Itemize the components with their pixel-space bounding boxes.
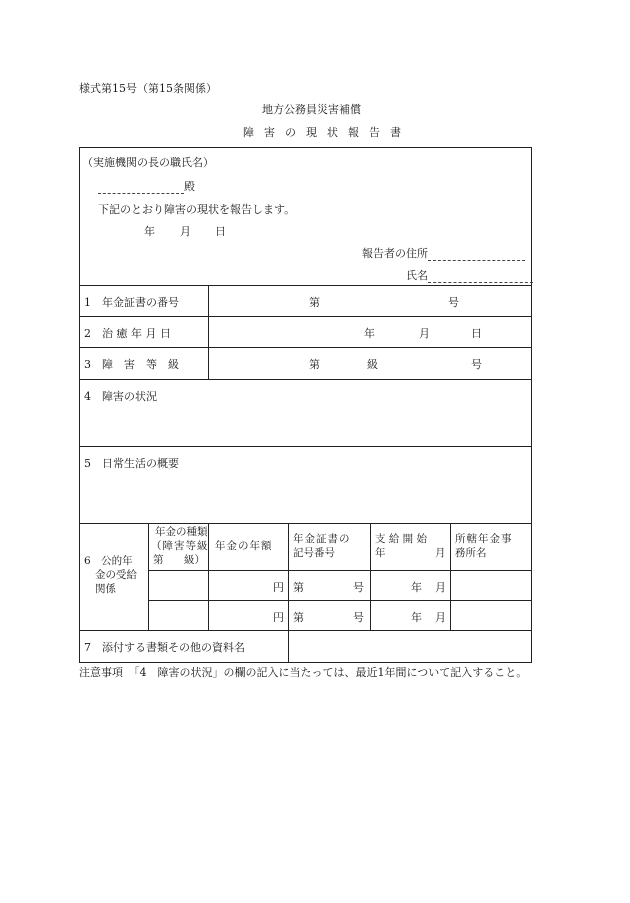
- report-form-table: [79, 147, 532, 663]
- recovery-date-label-cell: [80, 317, 209, 348]
- form-title: 障害の現状報告書: [243, 126, 411, 139]
- public-pension-label-2: 金の受給: [95, 569, 137, 581]
- header-cell: [80, 148, 532, 286]
- col-pension-amount: [209, 524, 289, 571]
- pension-number-prefix: 第: [309, 296, 320, 309]
- disability-condition-field[interactable]: [80, 380, 532, 447]
- reporter-address-label: 報告者の住所: [362, 247, 428, 260]
- col-pension-type: [149, 524, 209, 571]
- date-year-label: 年: [144, 225, 155, 238]
- certificate-number-field-2[interactable]: [289, 601, 371, 631]
- addressee-label: （実施機関の長の職氏名）: [82, 156, 214, 169]
- disability-grade-label: 3 障 害 等 級: [84, 358, 179, 371]
- col-start-line2a: 年: [375, 547, 386, 559]
- col-start-line1: 支 給 開 始: [375, 533, 428, 545]
- pension-amount-field-2[interactable]: [209, 601, 289, 631]
- form-number-label: 様式第15号（第15条関係）: [79, 82, 217, 95]
- col-cert-line1: 年金証書の: [293, 533, 351, 545]
- honorific: 殿: [184, 180, 195, 193]
- pension-type-field-2[interactable]: [149, 601, 209, 631]
- grade-suffix: 号: [471, 358, 482, 371]
- cert-dai: 第: [293, 611, 304, 624]
- col-office-line1: 所轄年金事: [455, 533, 513, 545]
- certificate-number-field-1[interactable]: [289, 571, 371, 601]
- col-amount-label: 年金の年額: [215, 540, 273, 552]
- recovery-year-label: 年: [364, 327, 375, 340]
- date-month-label: 月: [180, 225, 191, 238]
- pension-amount-field-1[interactable]: [209, 571, 289, 601]
- pension-number-label: 1 年金証書の番号: [84, 296, 179, 309]
- start-tsuki: 月: [435, 581, 446, 594]
- recovery-date-field[interactable]: [209, 317, 532, 348]
- col-cert-line2: 記号番号: [293, 547, 335, 559]
- disability-condition-label: 4 障害の状況: [84, 390, 157, 403]
- daily-life-label: 5 日常生活の概要: [84, 457, 179, 470]
- grade-prefix: 第: [309, 358, 320, 371]
- cert-gou: 号: [353, 581, 364, 594]
- reporter-name-field[interactable]: [428, 269, 533, 283]
- statement-text: 下記のとおり障害の現状を報告します。: [98, 203, 296, 216]
- public-pension-label-1: 6 公的年: [84, 555, 133, 567]
- addressee-field[interactable]: [98, 180, 184, 194]
- payment-start-field-1[interactable]: [371, 571, 451, 601]
- col-type-line2: （障害等級: [151, 540, 209, 552]
- daily-life-field[interactable]: [80, 447, 532, 524]
- col-pension-office: [451, 524, 532, 571]
- attachments-label: 7 添付する書類その他の資料名: [84, 641, 245, 654]
- grade-mid: 級: [367, 358, 378, 371]
- attachments-field[interactable]: [289, 631, 532, 663]
- col-start-line2b: 月: [435, 547, 446, 559]
- pension-type-field-1[interactable]: [149, 571, 209, 601]
- recovery-month-label: 月: [419, 327, 430, 340]
- col-type-line3b: 級）: [184, 554, 205, 566]
- recovery-day-label: 日: [471, 327, 482, 340]
- disability-grade-label-cell: [80, 348, 209, 380]
- pension-number-field[interactable]: [209, 286, 532, 317]
- yen-unit: 円: [273, 581, 284, 594]
- start-nen: 年: [411, 581, 422, 594]
- date-day-label: 日: [215, 225, 226, 238]
- start-tsuki: 月: [435, 611, 446, 624]
- col-office-line2: 務所名: [455, 547, 487, 559]
- pension-office-field-1[interactable]: [451, 571, 532, 601]
- form-subtitle: 地方公務員災害補償: [262, 103, 361, 116]
- pension-number-suffix: 号: [448, 296, 459, 309]
- disability-grade-field[interactable]: [209, 348, 532, 380]
- reporter-address-field[interactable]: [428, 247, 525, 261]
- public-pension-label-cell: [80, 524, 149, 631]
- start-nen: 年: [411, 611, 422, 624]
- cert-gou: 号: [353, 611, 364, 624]
- col-payment-start: [371, 524, 451, 571]
- col-certificate-number: [289, 524, 371, 571]
- cert-dai: 第: [293, 581, 304, 594]
- reporter-name-label: 氏名: [406, 269, 428, 282]
- yen-unit: 円: [273, 611, 284, 624]
- public-pension-label-3: 関係: [95, 583, 116, 595]
- attachments-label-cell: [80, 631, 289, 663]
- pension-number-label-cell: [80, 286, 209, 317]
- payment-start-field-2[interactable]: [371, 601, 451, 631]
- note-text: 注意事項 「4 障害の状況」の欄の記入に当たっては、最近1年間について記入すること。: [79, 666, 528, 679]
- col-type-line1: 年金の種類: [155, 526, 208, 538]
- col-type-line3a: 第: [153, 554, 164, 566]
- pension-office-field-2[interactable]: [451, 601, 532, 631]
- recovery-date-label: 2 治 癒 年 月 日: [84, 327, 171, 340]
